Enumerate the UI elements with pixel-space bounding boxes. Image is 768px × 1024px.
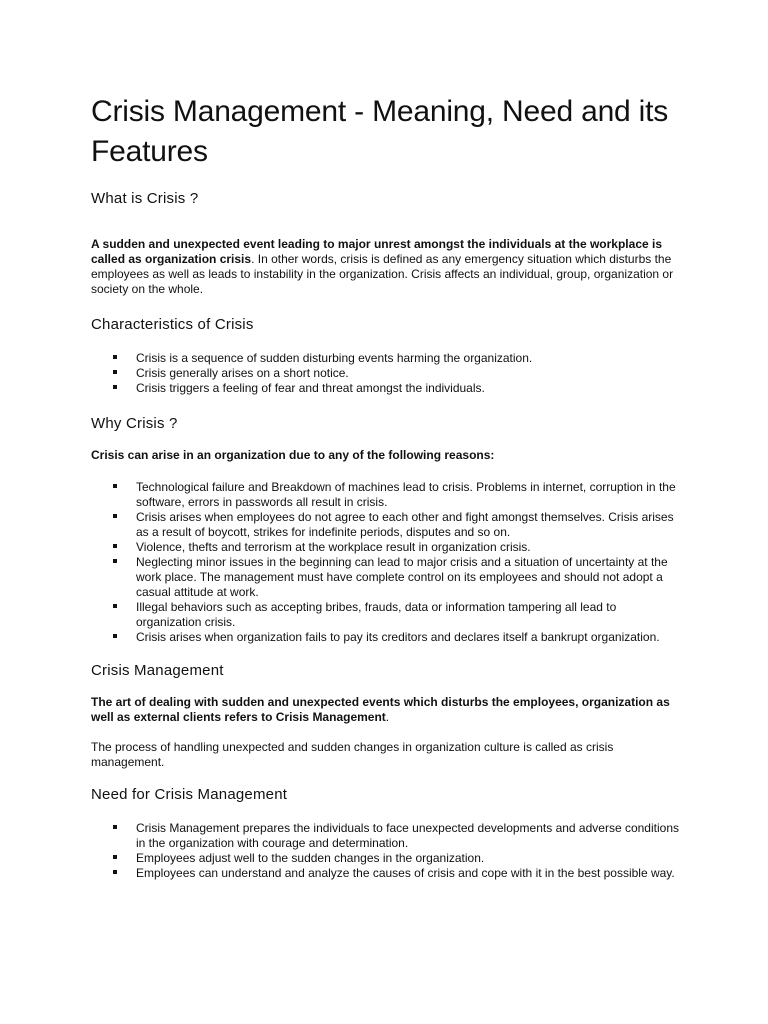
- list-item-text: Technological failure and Breakdown of machines lead to crisis. Problems in internet, corruption in the software, errors in passwords all result in crisis.: [136, 480, 676, 509]
- list-item-text: Crisis is a sequence of sudden disturbing events harming the organization.: [136, 351, 533, 365]
- list-item: [91, 600, 681, 630]
- bullet-icon: [113, 604, 117, 608]
- list-item: [91, 630, 681, 645]
- list-item: [91, 510, 681, 540]
- why-crisis-intro: [91, 448, 681, 463]
- list-item-text: Crisis arises when employees do not agree to each other and fight amongst themselves. Crisis arises as a result of boycott, strikes for indefinite periods, disputes and so on.: [136, 510, 674, 539]
- bullet-icon: [113, 484, 117, 488]
- why-crisis-intro-bold: Crisis can arise in an organization due to any of the following reasons:: [91, 448, 495, 462]
- list-item-text: Crisis generally arises on a short notice.: [136, 366, 349, 380]
- crisis-management-definition-rest: .: [385, 710, 390, 724]
- list-item: [91, 366, 681, 381]
- list-item: [91, 821, 681, 851]
- need-list: [91, 821, 681, 881]
- list-item-text: Crisis arises when organization fails to pay its creditors and declares itself a bankrupt organization.: [136, 630, 660, 644]
- list-item: [91, 555, 681, 600]
- heading-crisis-management: Crisis Management: [91, 662, 224, 679]
- list-item-text: Crisis triggers a feeling of fear and threat amongst the individuals.: [136, 381, 485, 395]
- bullet-icon: [113, 825, 117, 829]
- crisis-definition-bold: A sudden and unexpected event leading to major unrest amongst the individuals at the workplace is called as organization crisis: [91, 237, 663, 266]
- crisis-management-definition: [91, 695, 681, 725]
- list-item: [91, 381, 681, 396]
- list-item-text: Employees adjust well to the sudden changes in the organization.: [136, 851, 485, 865]
- characteristics-list: [91, 351, 681, 396]
- heading-what-is-crisis: What is Crisis ?: [91, 190, 199, 207]
- list-item-text: Neglecting minor issues in the beginning can lead to major crisis and a situation of uncertainty at the work place. The management must have complete control on its employees and should not adopt a casual attitude at work.: [136, 555, 668, 599]
- list-item: [91, 540, 681, 555]
- bullet-icon: [113, 855, 117, 859]
- list-item: [91, 851, 681, 866]
- bullet-icon: [113, 370, 117, 374]
- heading-why-crisis: Why Crisis ?: [91, 415, 178, 432]
- bullet-icon: [113, 385, 117, 389]
- list-item-text: Crisis Management prepares the individuals to face unexpected developments and adverse conditions in the organization with courage and determination.: [136, 821, 679, 850]
- bullet-icon: [113, 634, 117, 638]
- bullet-icon: [113, 514, 117, 518]
- list-item: [91, 351, 681, 366]
- crisis-definition-rest: . In other words, crisis is defined as any emergency situation which disturbs the employees as well as leads to instability in the organization. Crisis affects an individual, group, organization or society on the whole.: [91, 252, 674, 296]
- list-item: [91, 866, 681, 881]
- bullet-icon: [113, 870, 117, 874]
- document-page: [91, 92, 681, 881]
- why-crisis-list: [91, 480, 681, 645]
- list-item-text: Employees can understand and analyze the causes of crisis and cope with it in the best possible way.: [136, 866, 675, 880]
- crisis-management-definition-bold: The art of dealing with sudden and unexpected events which disturbs the employees, organization as well as external clients refers to Crisis Management: [91, 695, 670, 724]
- list-item-text: Illegal behaviors such as accepting bribes, frauds, data or information tampering all lead to organization crisis.: [136, 600, 617, 629]
- heading-characteristics: Characteristics of Crisis: [91, 316, 254, 333]
- crisis-definition-paragraph: [91, 237, 681, 297]
- bullet-icon: [113, 559, 117, 563]
- page-title: Crisis Management - Meaning, Need and its Features: [91, 95, 669, 168]
- list-item-text: Violence, thefts and terrorism at the workplace result in organization crisis.: [136, 540, 531, 554]
- crisis-management-process: The process of handling unexpected and sudden changes in organization culture is called as crisis management.: [91, 740, 614, 769]
- bullet-icon: [113, 355, 117, 359]
- bullet-icon: [113, 544, 117, 548]
- heading-need: Need for Crisis Management: [91, 786, 288, 803]
- list-item: [91, 480, 681, 510]
